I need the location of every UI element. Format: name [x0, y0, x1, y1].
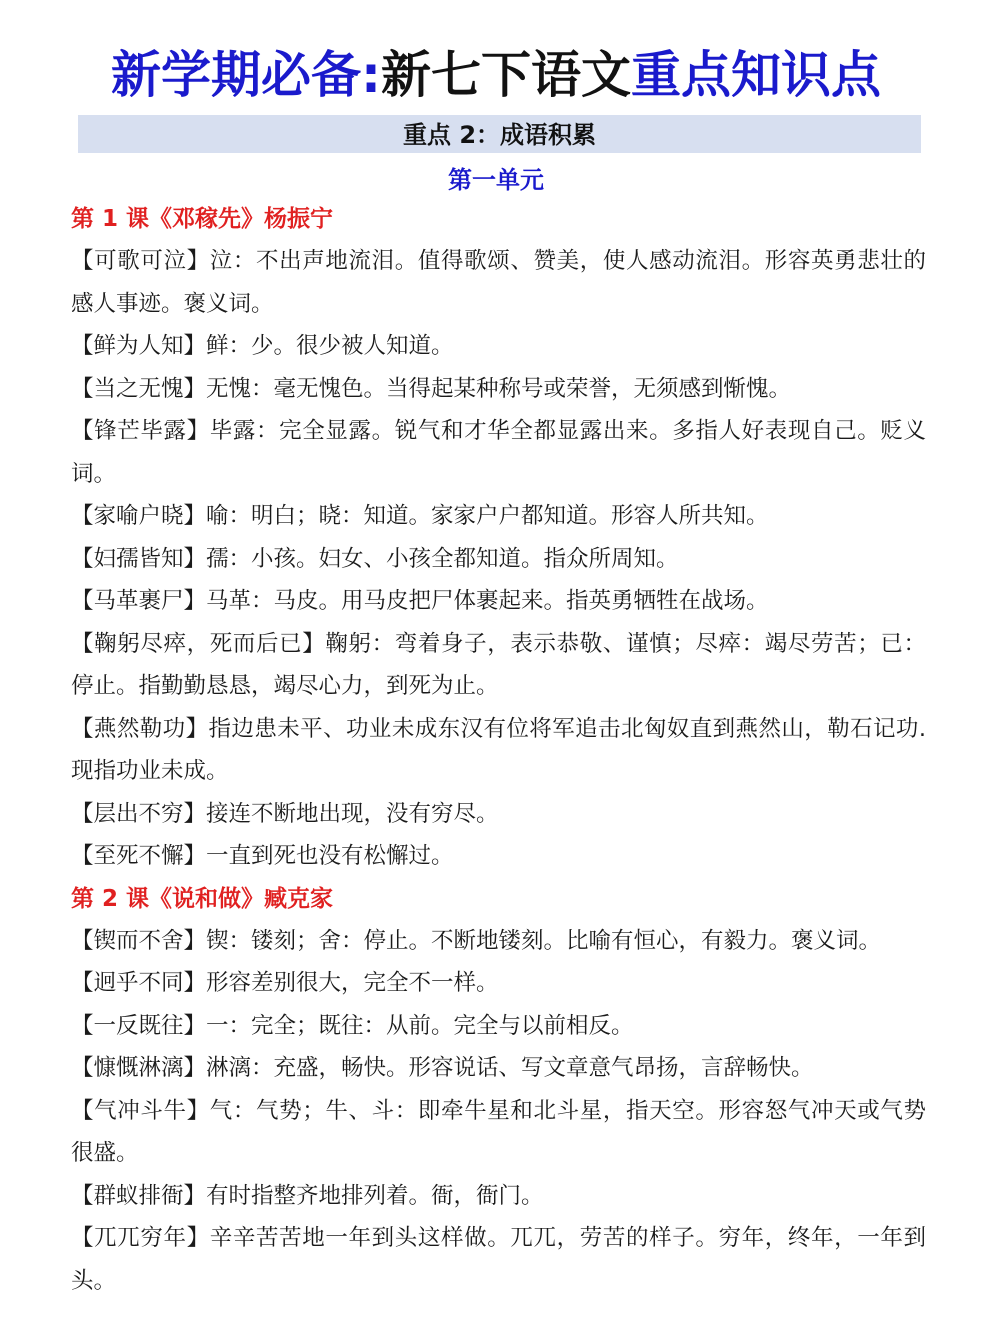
idiom-term: 【锋芒毕露】: [71, 418, 210, 444]
idiom-definition: 气：气势；牛、斗：即牵牛星和北斗星，指天空。形容怒气冲天或气势很盛。: [71, 1097, 926, 1166]
idiom-entry: [71, 1217, 926, 1302]
title-part-2: 新七下语文: [381, 46, 631, 104]
idiom-entry: [71, 1175, 926, 1218]
idiom-term: 【迥乎不同】: [71, 970, 207, 996]
idiom-entry: [71, 495, 926, 538]
idiom-entry: [71, 1005, 926, 1048]
lesson-title: 第 1 课《邓稼先》杨振宁: [71, 206, 334, 232]
idiom-definition: 指边患未平、功业未成东汉有位将军追击北匈奴直到燕然山，勒石记功.现指功业未成。: [71, 715, 926, 784]
idiom-term: 【一反既往】: [71, 1012, 207, 1039]
idiom-term: 【至死不懈】: [71, 843, 207, 869]
idiom-definition: 鞠躬：弯着身子，表示恭敬、谨慎；尽瘁：竭尽劳苦；已：停止。指勤勤恳恳，竭尽心力，到死为止。: [71, 630, 926, 699]
idiom-term: 【慷慨淋漓】: [71, 1055, 207, 1081]
idiom-term: 【当之无愧】: [71, 375, 207, 402]
idiom-term: 【群蚁排衙】: [71, 1182, 207, 1209]
idiom-definition: 接连不断地出现，没有穷尽。: [206, 800, 499, 827]
idiom-term: 【鞠躬尽瘁，死而后已】: [71, 630, 326, 657]
idiom-definition: 有时指整齐地排列着。衙，衙门。: [206, 1182, 544, 1209]
idiom-definition: 辛辛苦苦地一年到头这样做。兀兀，劳苦的样子。穷年，终年，一年到头。: [71, 1225, 926, 1294]
idiom-entry: [71, 835, 926, 878]
idiom-entry: [71, 580, 926, 623]
idiom-entry: [71, 623, 926, 708]
idiom-entry: [71, 240, 926, 325]
idiom-term: 【马革裹尸】: [71, 588, 207, 614]
section-heading: 重点 2：成语积累: [78, 115, 921, 153]
idiom-definition: 淋漓：充盛，畅快。形容说话、写文章意气昂扬，言辞畅快。: [206, 1055, 814, 1081]
lesson-title: 第 2 课《说和做》臧克家: [71, 885, 334, 912]
idiom-definition: 马革：马皮。用马皮把尸体裹起来。指英勇牺牲在战场。: [206, 588, 769, 614]
idiom-entry: [71, 1047, 926, 1090]
idiom-definition: 孺：小孩。妇女、小孩全都知道。指众所周知。: [206, 545, 679, 572]
idiom-term: 【锲而不舍】: [71, 927, 207, 954]
idiom-definition: 毕露：完全显露。锐气和才华全都显露出来。多指人好表现自己。贬义词。: [71, 418, 926, 487]
lesson-content: [71, 198, 926, 1302]
idiom-definition: 形容差别很大，完全不一样。: [206, 970, 499, 996]
idiom-term: 【可歌可泣】: [71, 248, 210, 274]
idiom-definition: 锲：镂刻；舍：停止。不断地镂刻。比喻有恒心，有毅力。褒义词。: [206, 927, 882, 954]
idiom-entry: [71, 410, 926, 495]
unit-heading: 第一单元: [448, 166, 544, 194]
idiom-entry: [71, 708, 926, 793]
idiom-term: 【气冲斗牛】: [71, 1097, 210, 1124]
idiom-definition: 一：完全；既往：从前。完全与以前相反。: [206, 1012, 634, 1039]
idiom-entry: [71, 1090, 926, 1175]
idiom-term: 【家喻户晓】: [71, 503, 207, 529]
idiom-definition: 一直到死也没有松懈过。: [206, 843, 454, 869]
idiom-entry: [71, 793, 926, 836]
idiom-definition: 无愧：毫无愧色。当得起某种称号或荣誉，无须感到惭愧。: [206, 375, 792, 402]
idiom-term: 【燕然勒功】: [71, 715, 209, 742]
idiom-term: 【妇孺皆知】: [71, 545, 207, 572]
idiom-term: 【鲜为人知】: [71, 333, 207, 359]
title-part-1: 新学期必备:: [111, 46, 381, 104]
idiom-entry: [71, 368, 926, 411]
title-part-3: 重点知识点: [631, 46, 881, 104]
idiom-entry: [71, 920, 926, 963]
idiom-definition: 泣：不出声地流泪。值得歌颂、赞美，使人感动流泪。形容英勇悲壮的感人事迹。褒义词。: [71, 248, 926, 317]
idiom-term: 【层出不穷】: [71, 800, 207, 827]
idiom-definition: 喻：明白；晓：知道。家家户户都知道。形容人所共知。: [206, 503, 769, 529]
idiom-entry: [71, 962, 926, 1005]
idiom-entry: [71, 538, 926, 581]
idiom-definition: 鲜：少。很少被人知道。: [206, 333, 454, 359]
idiom-term: 【兀兀穷年】: [71, 1225, 210, 1251]
page-title: [0, 0, 992, 114]
idiom-entry: [71, 325, 926, 368]
